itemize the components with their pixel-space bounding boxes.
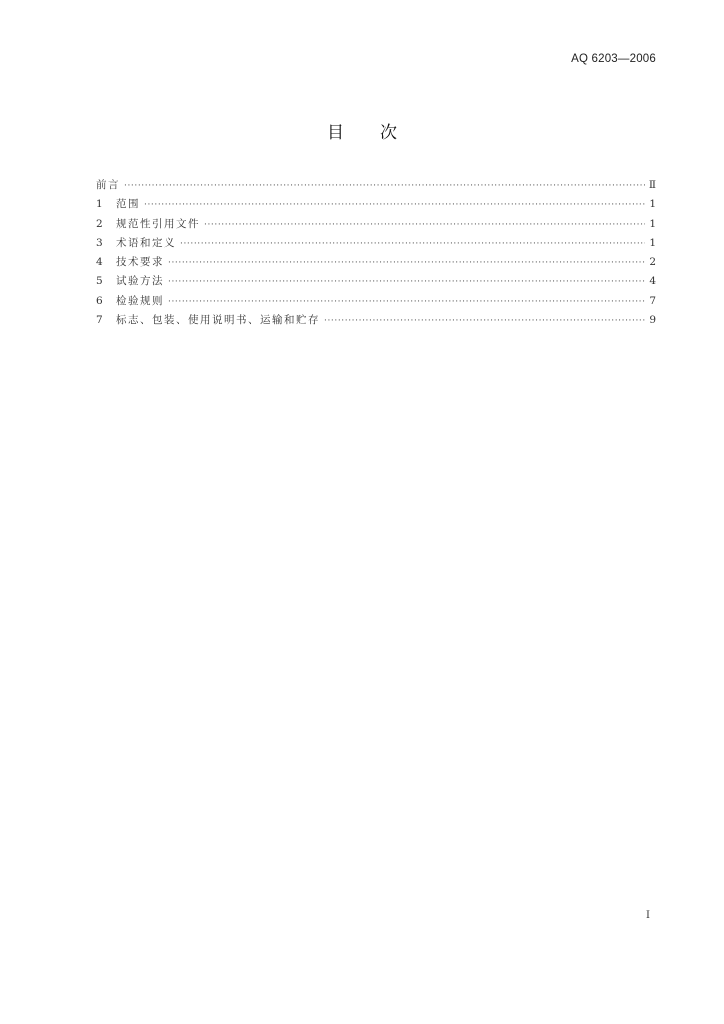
toc-entry-label: 标志、包装、使用说明书、运输和贮存 bbox=[116, 314, 320, 327]
toc-entry-test-methods[interactable] bbox=[96, 273, 656, 292]
toc-entry-number: 2 bbox=[96, 217, 103, 230]
toc-entry-label: 规范性引用文件 bbox=[116, 217, 200, 230]
toc-entry-number: 6 bbox=[96, 294, 103, 307]
toc-entry-page: 4 bbox=[649, 275, 656, 288]
toc-entry-number: 7 bbox=[96, 314, 103, 327]
toc-dot-leader bbox=[124, 181, 645, 191]
toc-entry-label: 检验规则 bbox=[116, 294, 164, 307]
toc-entry-page: 7 bbox=[649, 294, 656, 307]
toc-entry-page: Ⅱ bbox=[648, 179, 656, 191]
toc-entry-technical-requirements[interactable] bbox=[96, 254, 656, 273]
toc-entry-page: 9 bbox=[649, 314, 656, 327]
page-number: Ⅰ bbox=[646, 910, 650, 921]
toc-dot-leader bbox=[144, 200, 645, 210]
toc-dot-leader bbox=[324, 316, 645, 326]
toc-entry-label: 技术要求 bbox=[116, 256, 164, 269]
toc-entry-label: 试验方法 bbox=[116, 275, 164, 288]
toc-entry-number: 4 bbox=[96, 256, 103, 269]
toc-entry-inspection-rules[interactable] bbox=[96, 293, 656, 312]
toc-dot-leader bbox=[180, 239, 645, 249]
table-of-contents bbox=[96, 177, 656, 331]
toc-entry-scope[interactable] bbox=[96, 196, 656, 215]
toc-entry-label: 前言 bbox=[96, 179, 120, 191]
toc-entry-number: 5 bbox=[96, 275, 103, 288]
toc-dot-leader bbox=[168, 277, 645, 287]
toc-entry-page: 2 bbox=[649, 256, 656, 269]
toc-dot-leader bbox=[168, 297, 645, 307]
toc-entry-label: 范围 bbox=[116, 198, 140, 211]
toc-title: 目次 bbox=[327, 123, 433, 143]
toc-entry-marking-packaging[interactable] bbox=[96, 312, 656, 331]
toc-entry-normative-references[interactable] bbox=[96, 216, 656, 235]
toc-dot-leader bbox=[168, 258, 645, 268]
toc-dot-leader bbox=[204, 220, 645, 230]
toc-entry-number: 1 bbox=[96, 198, 103, 211]
toc-entry-number: 3 bbox=[96, 236, 103, 249]
toc-entry-label: 术语和定义 bbox=[116, 236, 176, 249]
toc-entry-page: 1 bbox=[649, 198, 656, 211]
toc-entry-terms-definitions[interactable] bbox=[96, 235, 656, 254]
toc-entry-page: 1 bbox=[649, 217, 656, 230]
toc-entry-foreword[interactable] bbox=[96, 177, 656, 196]
standard-code: AQ 6203—2006 bbox=[571, 53, 656, 65]
toc-entry-page: 1 bbox=[649, 236, 656, 249]
